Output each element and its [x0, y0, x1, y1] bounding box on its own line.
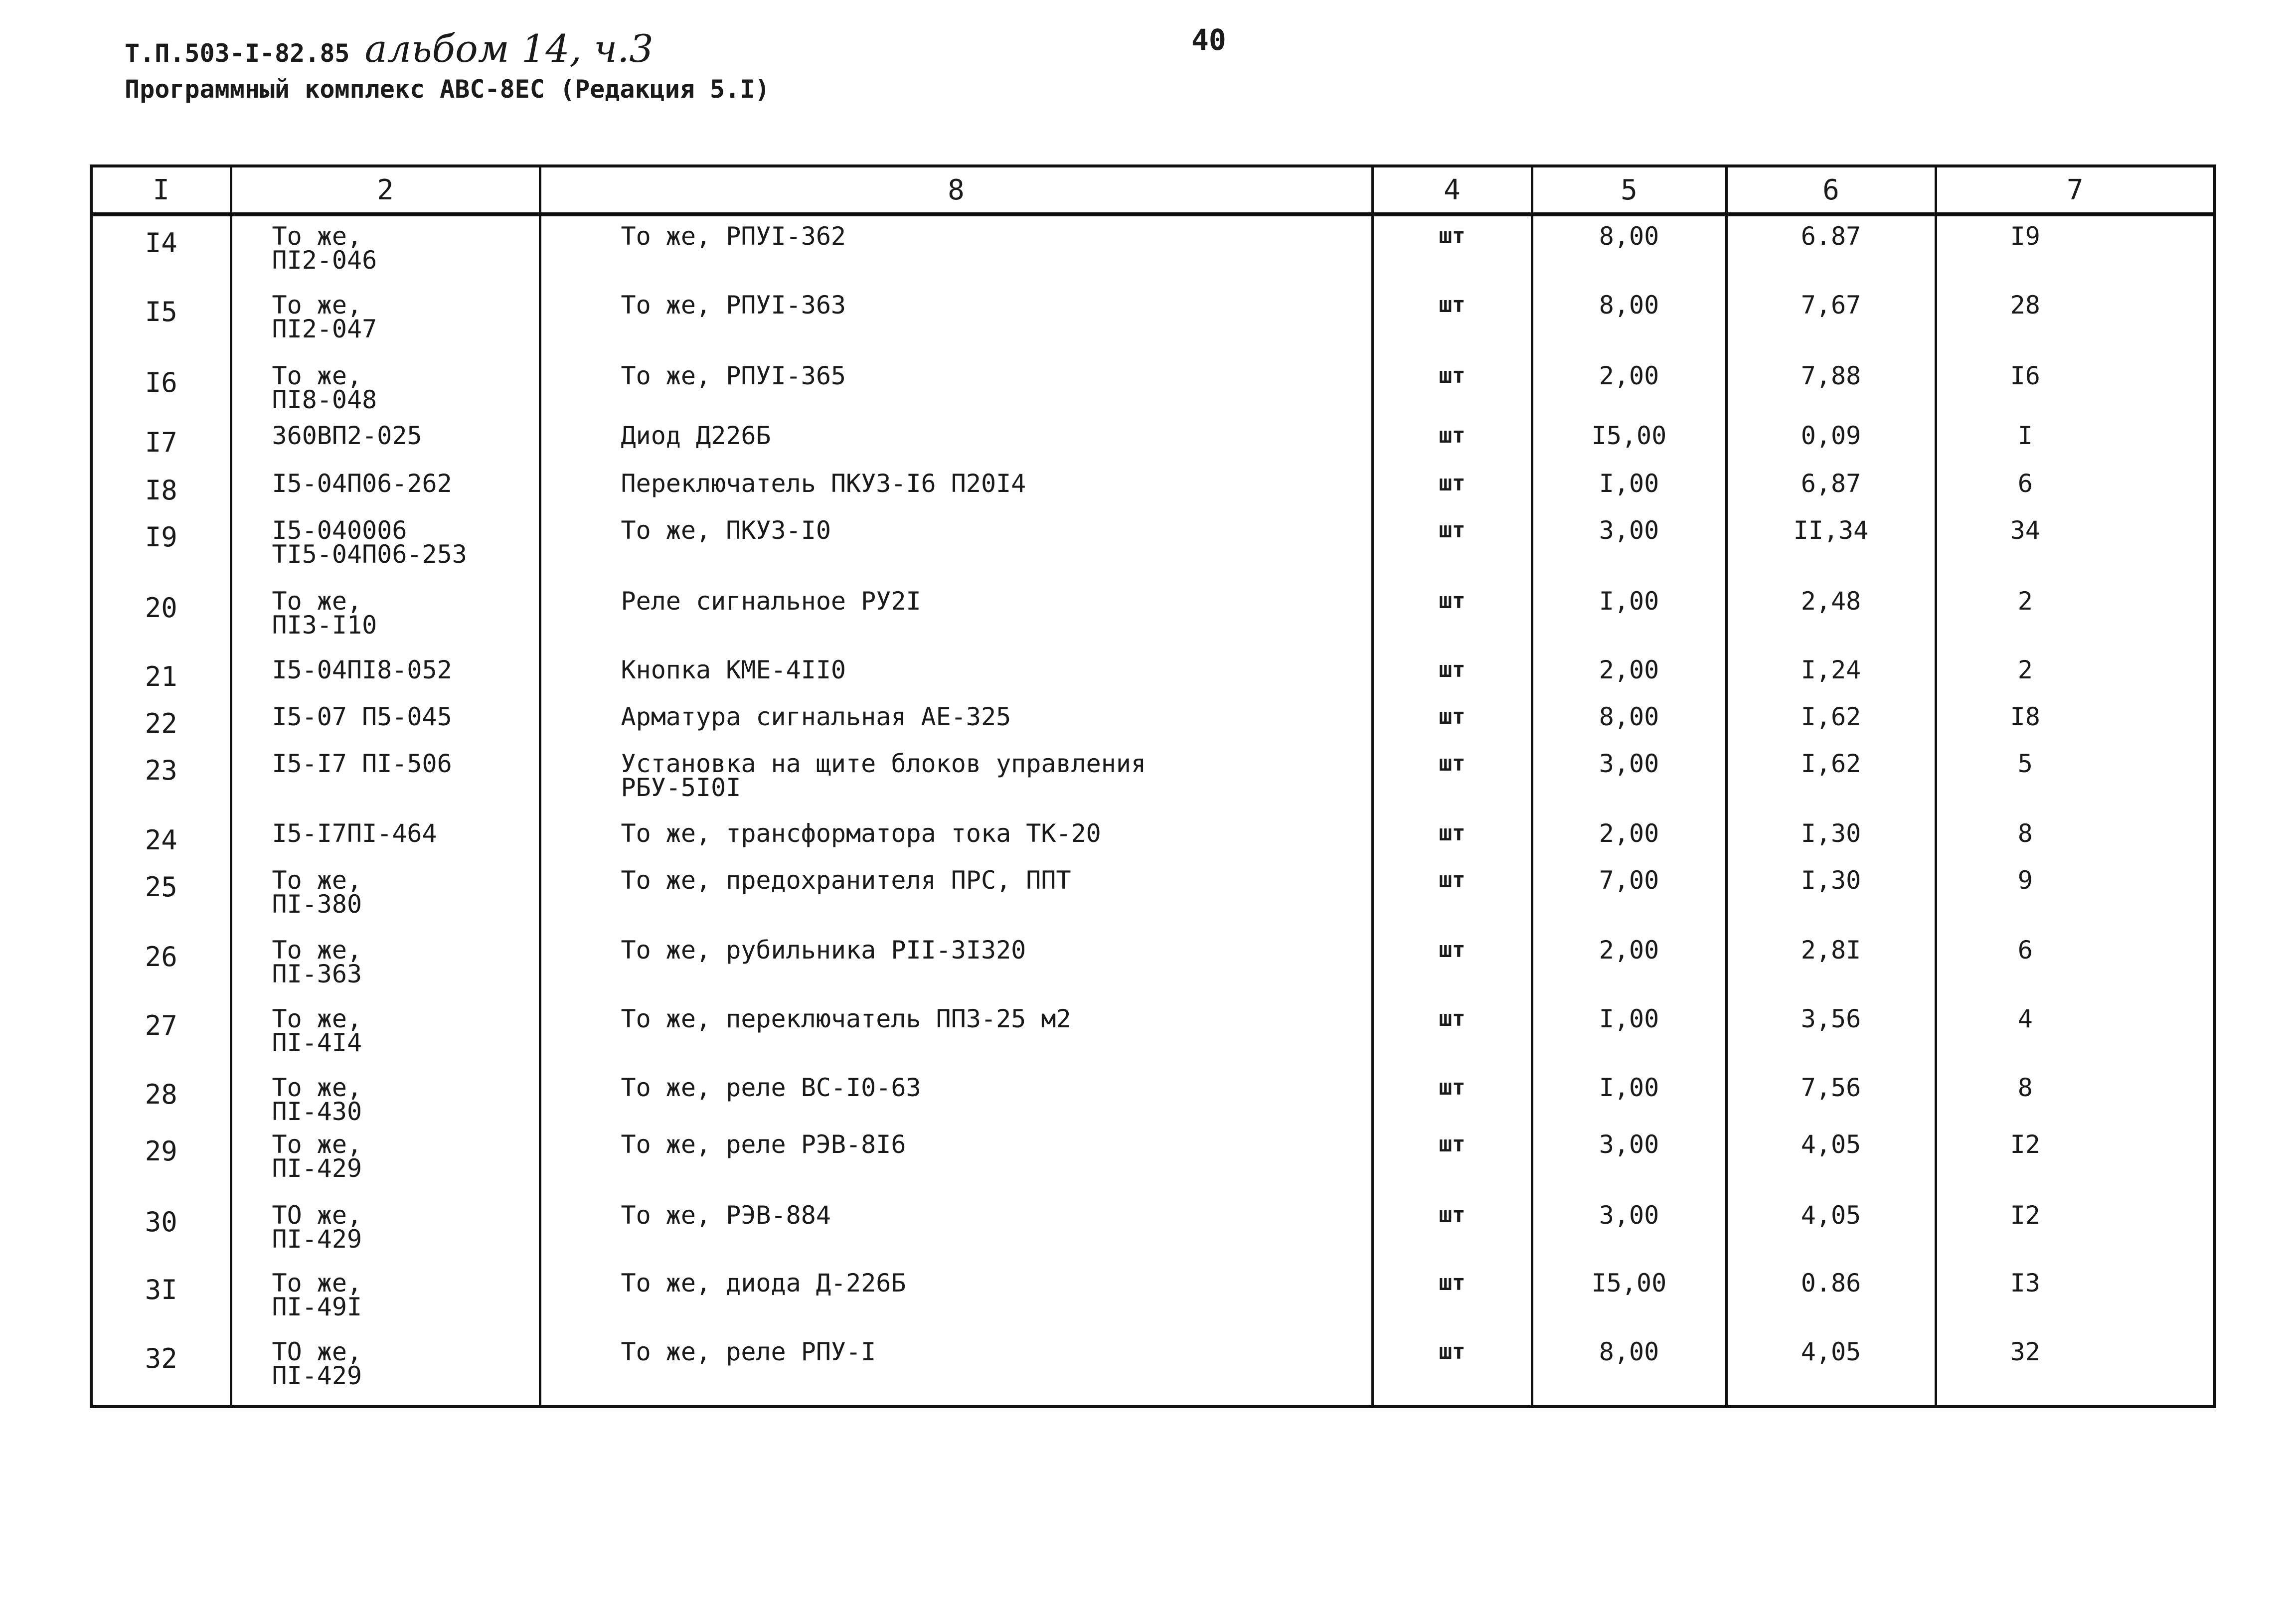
row-number-cell: 26 [145, 941, 177, 972]
item-name-cell [540, 1332, 1372, 1407]
item-name-cell [540, 697, 1372, 744]
unit-cell: шт [1372, 285, 1532, 356]
item-name-cell-line: То же, РПУI-362 [621, 222, 846, 251]
table-row [91, 356, 2215, 416]
price-code-cell [231, 356, 540, 416]
unit-price-cell: 7,56 [1726, 1068, 1936, 1125]
price-code-cell-line: I5-04ПI8-052 [272, 655, 452, 684]
table-row [91, 285, 2215, 356]
price-code-cell-line: I5-I7ПI-464 [272, 819, 437, 848]
unit-price-cell: I,62 [1726, 744, 1936, 813]
unit-cell: шт [1372, 813, 1532, 860]
column-header: I [91, 166, 231, 214]
quantity-cell: 2,00 [1532, 356, 1726, 416]
price-code-cell-line: ТО же, [272, 1337, 362, 1366]
unit-cell: шт [1372, 1263, 1532, 1332]
table-row [91, 214, 2215, 285]
row-number-cell: I5 [145, 296, 177, 327]
price-code-cell [231, 697, 540, 744]
price-code-cell-line: ПI2-046 [272, 246, 377, 275]
price-code-cell-line: То же, [272, 1073, 362, 1102]
item-name-cell [540, 999, 1372, 1068]
price-code-cell [231, 1263, 540, 1332]
quantity-cell: I5,00 [1532, 1263, 1726, 1332]
price-code-cell-line: То же, [272, 1004, 362, 1033]
column-header: 7 [1936, 166, 2215, 214]
table-row [91, 464, 2215, 510]
quantity-cell: I,00 [1532, 1068, 1726, 1125]
unit-price-cell: 4,05 [1726, 1332, 1936, 1407]
price-code-cell-line: ПI-430 [272, 1097, 362, 1126]
total-cell: 6 [1936, 930, 2215, 999]
column-header: 6 [1726, 166, 1936, 214]
table-row [91, 1068, 2215, 1125]
quantity-cell: 8,00 [1532, 214, 1726, 285]
item-name-cell-line: То же, ПКУ3-I0 [621, 516, 831, 545]
quantity-cell: 3,00 [1532, 1125, 1726, 1195]
item-name-cell-line: То же, предохранителя ПРС, ППТ [621, 866, 1071, 895]
total-cell: 9 [1936, 860, 2215, 930]
table-row [91, 930, 2215, 999]
unit-cell: шт [1372, 999, 1532, 1068]
price-code-cell [231, 860, 540, 930]
quantity-cell: 2,00 [1532, 650, 1726, 697]
price-code-cell-line: I5-040006 [272, 516, 407, 545]
item-name-cell-line: Диод Д226Б [621, 421, 771, 450]
total-cell: 6 [1936, 464, 2215, 510]
price-code-cell-line: I5-I7 ПI-506 [272, 749, 452, 778]
table-row [91, 510, 2215, 581]
unit-price-cell: I,24 [1726, 650, 1936, 697]
item-name-cell [540, 813, 1372, 860]
price-code-cell-line: То же, [272, 291, 362, 320]
quantity-cell: 2,00 [1532, 813, 1726, 860]
price-code-cell [231, 1195, 540, 1263]
column-number-row [91, 166, 2215, 214]
price-code-cell-line: I5-07 П5-045 [272, 702, 452, 731]
price-code-cell-line: ТО же, [272, 1201, 362, 1230]
unit-price-cell: 2,8I [1726, 930, 1936, 999]
price-code-cell [231, 930, 540, 999]
item-name-cell-line: То же, РПУI-365 [621, 361, 846, 390]
table-row [91, 860, 2215, 930]
table-row [91, 1332, 2215, 1407]
quantity-cell: 3,00 [1532, 744, 1726, 813]
item-name-cell-line: То же, диода Д-226Б [621, 1269, 906, 1297]
quantity-cell: 7,00 [1532, 860, 1726, 930]
item-name-cell [540, 650, 1372, 697]
unit-price-cell: 6,87 [1726, 464, 1936, 510]
price-code-cell-line: ПI-429 [272, 1361, 362, 1390]
row-number-cell: I6 [145, 367, 177, 398]
item-name-cell [540, 510, 1372, 581]
row-number-cell: 28 [145, 1079, 177, 1110]
quantity-cell: 2,00 [1532, 930, 1726, 999]
price-code-cell-line: ПI-429 [272, 1225, 362, 1254]
total-cell: 2 [1936, 650, 2215, 697]
total-cell: I [1936, 416, 2215, 464]
row-number-cell: 29 [145, 1135, 177, 1167]
price-code-cell [231, 1068, 540, 1125]
row-number-cell: 22 [145, 708, 177, 739]
item-name-cell [540, 581, 1372, 650]
item-name-cell [540, 860, 1372, 930]
price-code-cell-line: То же, [272, 361, 362, 390]
price-code-cell [231, 1332, 540, 1407]
price-code-cell [231, 416, 540, 464]
document-code-line [125, 26, 1321, 71]
unit-price-cell: 0.86 [1726, 1263, 1936, 1332]
total-cell: 28 [1936, 285, 2215, 356]
row-number-cell: 3I [145, 1274, 177, 1305]
item-name-cell [540, 1195, 1372, 1263]
column-header: 2 [231, 166, 540, 214]
price-code-cell-line: То же, [272, 866, 362, 895]
document-subtitle: Программный комплекс АВС-8ЕС (Редакция 5.I) [125, 75, 770, 104]
item-name-cell-line: То же, реле ВС-I0-63 [621, 1073, 921, 1102]
unit-price-cell: 3,56 [1726, 999, 1936, 1068]
unit-price-cell: I,62 [1726, 697, 1936, 744]
unit-cell: шт [1372, 416, 1532, 464]
unit-price-cell: 7,88 [1726, 356, 1936, 416]
price-code-cell [231, 285, 540, 356]
unit-cell: шт [1372, 744, 1532, 813]
total-cell: I6 [1936, 356, 2215, 416]
item-name-cell-line: То же, РЭВ-884 [621, 1201, 831, 1230]
row-number-cell: 20 [145, 592, 177, 624]
unit-cell: шт [1372, 1125, 1532, 1195]
table-row [91, 999, 2215, 1068]
item-name-cell-line: То же, трансформатора тока ТК-20 [621, 819, 1101, 848]
row-number-cell: I9 [145, 521, 177, 553]
item-name-cell [540, 1125, 1372, 1195]
album-handwritten-note: альбом 14, ч.3 [364, 26, 654, 71]
row-number-cell: I4 [145, 227, 177, 259]
unit-cell: шт [1372, 1195, 1532, 1263]
unit-price-cell: 7,67 [1726, 285, 1936, 356]
unit-cell: шт [1372, 650, 1532, 697]
item-name-cell-line: Кнопка КМЕ-4II0 [621, 655, 846, 684]
table-row [91, 581, 2215, 650]
item-name-cell-line: Переключатель ПКУ3-I6 П20I4 [621, 469, 1026, 498]
price-code-cell-line: ТI5-04П06-253 [272, 540, 467, 569]
quantity-cell: I,00 [1532, 999, 1726, 1068]
unit-price-cell: 4,05 [1726, 1195, 1936, 1263]
unit-cell: шт [1372, 930, 1532, 999]
unit-price-cell: I,30 [1726, 860, 1936, 930]
price-code-cell [231, 510, 540, 581]
item-name-cell-line: Реле сигнальное РУ2I [621, 587, 921, 616]
price-code-cell-line: ПI-363 [272, 960, 362, 988]
unit-cell: шт [1372, 581, 1532, 650]
total-cell: 8 [1936, 1068, 2215, 1125]
row-number-cell: 24 [145, 824, 177, 856]
item-name-cell-line: РБУ-5I0I [621, 773, 741, 802]
table-row [91, 416, 2215, 464]
price-code-cell [231, 650, 540, 697]
price-code-cell [231, 813, 540, 860]
unit-cell: шт [1372, 356, 1532, 416]
quantity-cell: 3,00 [1532, 1195, 1726, 1263]
price-code-cell [231, 464, 540, 510]
column-header: 5 [1532, 166, 1726, 214]
unit-price-cell: 0,09 [1726, 416, 1936, 464]
total-cell: I2 [1936, 1195, 2215, 1263]
column-header: 4 [1372, 166, 1532, 214]
unit-price-cell: 4,05 [1726, 1125, 1936, 1195]
unit-cell: шт [1372, 860, 1532, 930]
table-header [91, 166, 2215, 214]
table-row [91, 813, 2215, 860]
row-number-cell: 21 [145, 661, 177, 692]
quantity-cell: I,00 [1532, 464, 1726, 510]
page-number: 40 [1191, 23, 1226, 57]
price-code-cell-line: ПI-380 [272, 890, 362, 919]
price-code-cell-line: То же, [272, 936, 362, 965]
unit-price-cell: II,34 [1726, 510, 1936, 581]
unit-cell: шт [1372, 510, 1532, 581]
price-code-cell-line: То же, [272, 1269, 362, 1297]
item-name-cell [540, 1068, 1372, 1125]
row-number-cell: I7 [145, 427, 177, 458]
table-row [91, 1195, 2215, 1263]
row-number-cell: 27 [145, 1010, 177, 1041]
item-name-cell-line: То же, реле РПУ-I [621, 1337, 876, 1366]
price-code-cell-line: ПI-429 [272, 1154, 362, 1183]
price-code-cell [231, 581, 540, 650]
column-header: 8 [540, 166, 1372, 214]
unit-cell: шт [1372, 1068, 1532, 1125]
price-code-cell-line: То же, [272, 1130, 362, 1159]
price-code-cell-line: ПI-4I4 [272, 1028, 362, 1057]
total-cell: 2 [1936, 581, 2215, 650]
price-code-cell-line: ПI3-I10 [272, 611, 377, 640]
unit-price-cell: 2,48 [1726, 581, 1936, 650]
price-code-cell-line: I5-04П06-262 [272, 469, 452, 498]
total-cell: I8 [1936, 697, 2215, 744]
total-cell: I2 [1936, 1125, 2215, 1195]
quantity-cell: 8,00 [1532, 1332, 1726, 1407]
item-name-cell [540, 416, 1372, 464]
quantity-cell: I5,00 [1532, 416, 1726, 464]
quantity-cell: 3,00 [1532, 510, 1726, 581]
table-row [91, 650, 2215, 697]
item-name-cell [540, 930, 1372, 999]
table-row [91, 1263, 2215, 1332]
quantity-cell: I,00 [1532, 581, 1726, 650]
total-cell: 32 [1936, 1332, 2215, 1407]
item-name-cell [540, 744, 1372, 813]
item-name-cell [540, 285, 1372, 356]
unit-cell: шт [1372, 214, 1532, 285]
document-header [125, 26, 1321, 107]
price-code-cell-line: ПI-49I [272, 1293, 362, 1321]
total-cell: I9 [1936, 214, 2215, 285]
unit-price-cell: 6.87 [1726, 214, 1936, 285]
price-code-cell-line: ПI2-047 [272, 315, 377, 343]
item-name-cell-line: Установка на щите блоков управления [621, 749, 1147, 778]
table-row [91, 697, 2215, 744]
price-code-cell [231, 744, 540, 813]
item-name-cell [540, 356, 1372, 416]
price-code-cell [231, 214, 540, 285]
total-cell: 34 [1936, 510, 2215, 581]
item-name-cell [540, 1263, 1372, 1332]
row-number-cell: 30 [145, 1206, 177, 1238]
specification-table [90, 164, 2216, 1408]
total-cell: 8 [1936, 813, 2215, 860]
document-code: Т.П.503-I-82.85 [125, 39, 350, 68]
table-row [91, 744, 2215, 813]
item-name-cell-line: То же, переключатель ПП3-25 м2 [621, 1004, 1071, 1033]
item-name-cell-line: То же, рубильника РII-3I320 [621, 936, 1026, 965]
table-row [91, 1125, 2215, 1195]
item-name-cell-line: То же, реле РЭВ-8I6 [621, 1130, 906, 1159]
price-code-cell [231, 1125, 540, 1195]
unit-price-cell: I,30 [1726, 813, 1936, 860]
table-body [91, 214, 2215, 1407]
price-code-cell-line: ПI8-048 [272, 385, 377, 414]
price-code-cell [231, 999, 540, 1068]
row-number-cell: 32 [145, 1343, 177, 1374]
unit-cell: шт [1372, 697, 1532, 744]
quantity-cell: 8,00 [1532, 285, 1726, 356]
total-cell: 5 [1936, 744, 2215, 813]
price-code-cell-line: То же, [272, 222, 362, 251]
row-number-cell: I8 [145, 475, 177, 506]
price-code-cell-line: 360ВП2-025 [272, 421, 422, 450]
unit-cell: шт [1372, 464, 1532, 510]
item-name-cell-line: То же, РПУI-363 [621, 291, 846, 320]
item-name-cell [540, 464, 1372, 510]
total-cell: I3 [1936, 1263, 2215, 1332]
price-code-cell-line: То же, [272, 587, 362, 616]
item-name-cell [540, 214, 1372, 285]
total-cell: 4 [1936, 999, 2215, 1068]
item-name-cell-line: Арматура сигнальная АЕ-325 [621, 702, 1011, 731]
unit-cell: шт [1372, 1332, 1532, 1407]
row-number-cell: 25 [145, 871, 177, 903]
row-number-cell: 23 [145, 755, 177, 786]
quantity-cell: 8,00 [1532, 697, 1726, 744]
